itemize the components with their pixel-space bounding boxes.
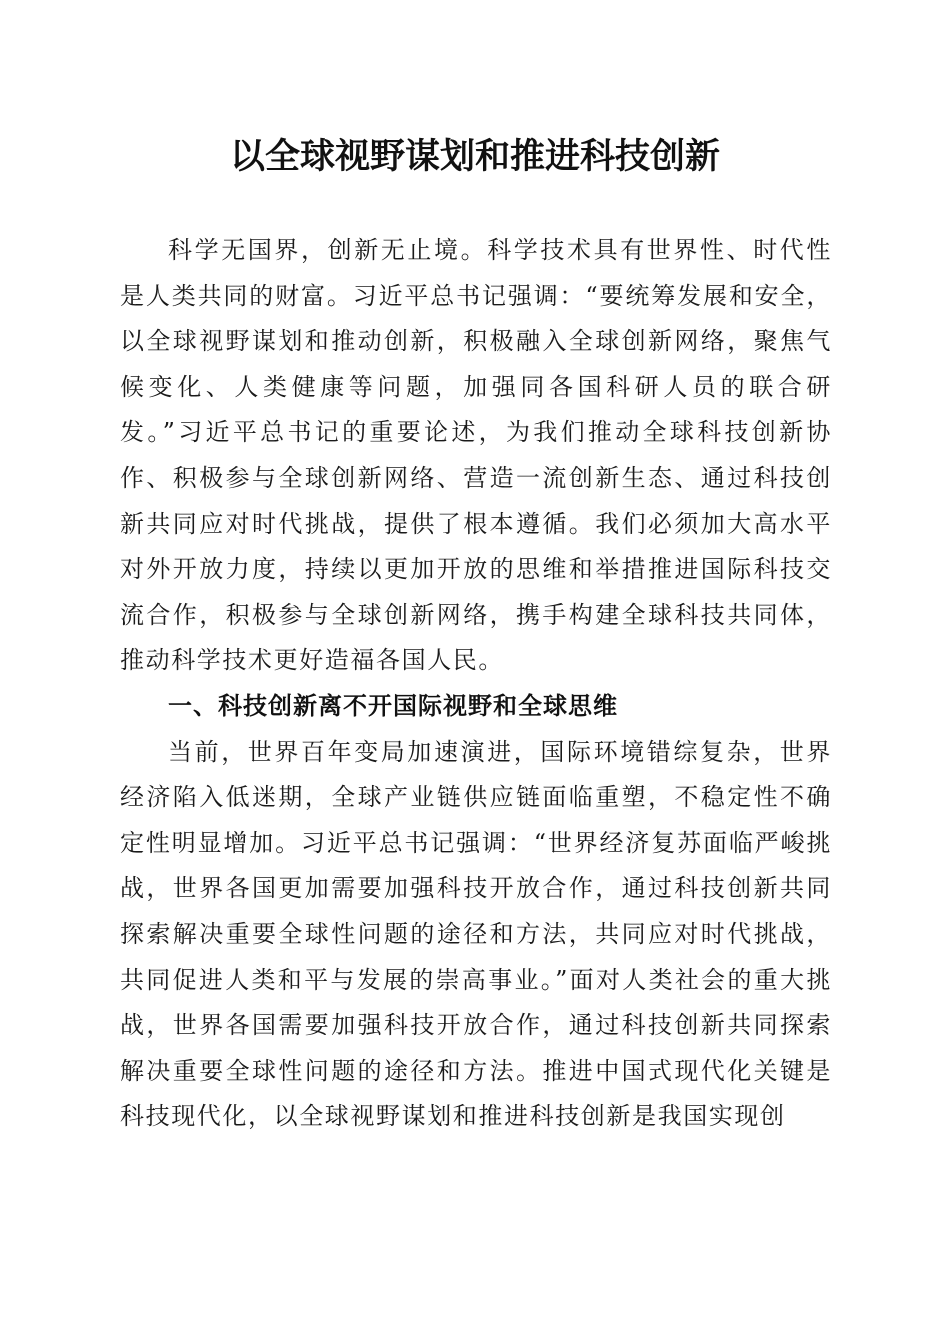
document-title: 以全球视野谋划和推进科技创新 bbox=[229, 136, 720, 177]
section-heading: 一、科技创新离不开国际视野和全球思维 bbox=[168, 691, 618, 720]
intro-paragraph: 科学无国界，创新无止境。科学技术具有世界性、时代性是人类共同的财富。习近平总书记强调：“要统筹发展和安全，以全球视野谋划和推动创新，积极融入全球创新网络，聚焦气候变化、人类健康等问题，加强同各国科研人员的联合研发。”习近平总书记的重要论述，为我们推动全球科技创新协作、积极参与全球创新网络、营造一流创新生态、通过科技创新共同应对时代挑战，提供了根本遵循。我们必须加大高水平对外开放力度，持续以更加开放的思维和举措推进国际科技交流合作，积极参与全球创新网络，携手构建全球科技共同体，推动科学技术更好造福各国人民。 bbox=[120, 236, 832, 675]
section-paragraph: 当前，世界百年变局加速演进，国际环境错综复杂，世界经济陷入低迷期，全球产业链供应链面临重塑，不稳定性不确定性明显增加。习近平总书记强调：“世界经济复苏面临严峻挑战，世界各国更加需要加强科技开放合作，通过科技创新共同探索解决重要全球性问题的途径和方法，共同应对时代挑战，共同促进人类和平与发展的崇高事业。”面对人类社会的重大挑战，世界各国需要加强科技开放合作，通过科技创新共同探索解决重要全球性问题的途径和方法。推进中国式现代化关键是科技现代化，以全球视野谋划和推进科技创新是我国实现创 bbox=[120, 737, 832, 1131]
document-body bbox=[120, 228, 832, 1140]
